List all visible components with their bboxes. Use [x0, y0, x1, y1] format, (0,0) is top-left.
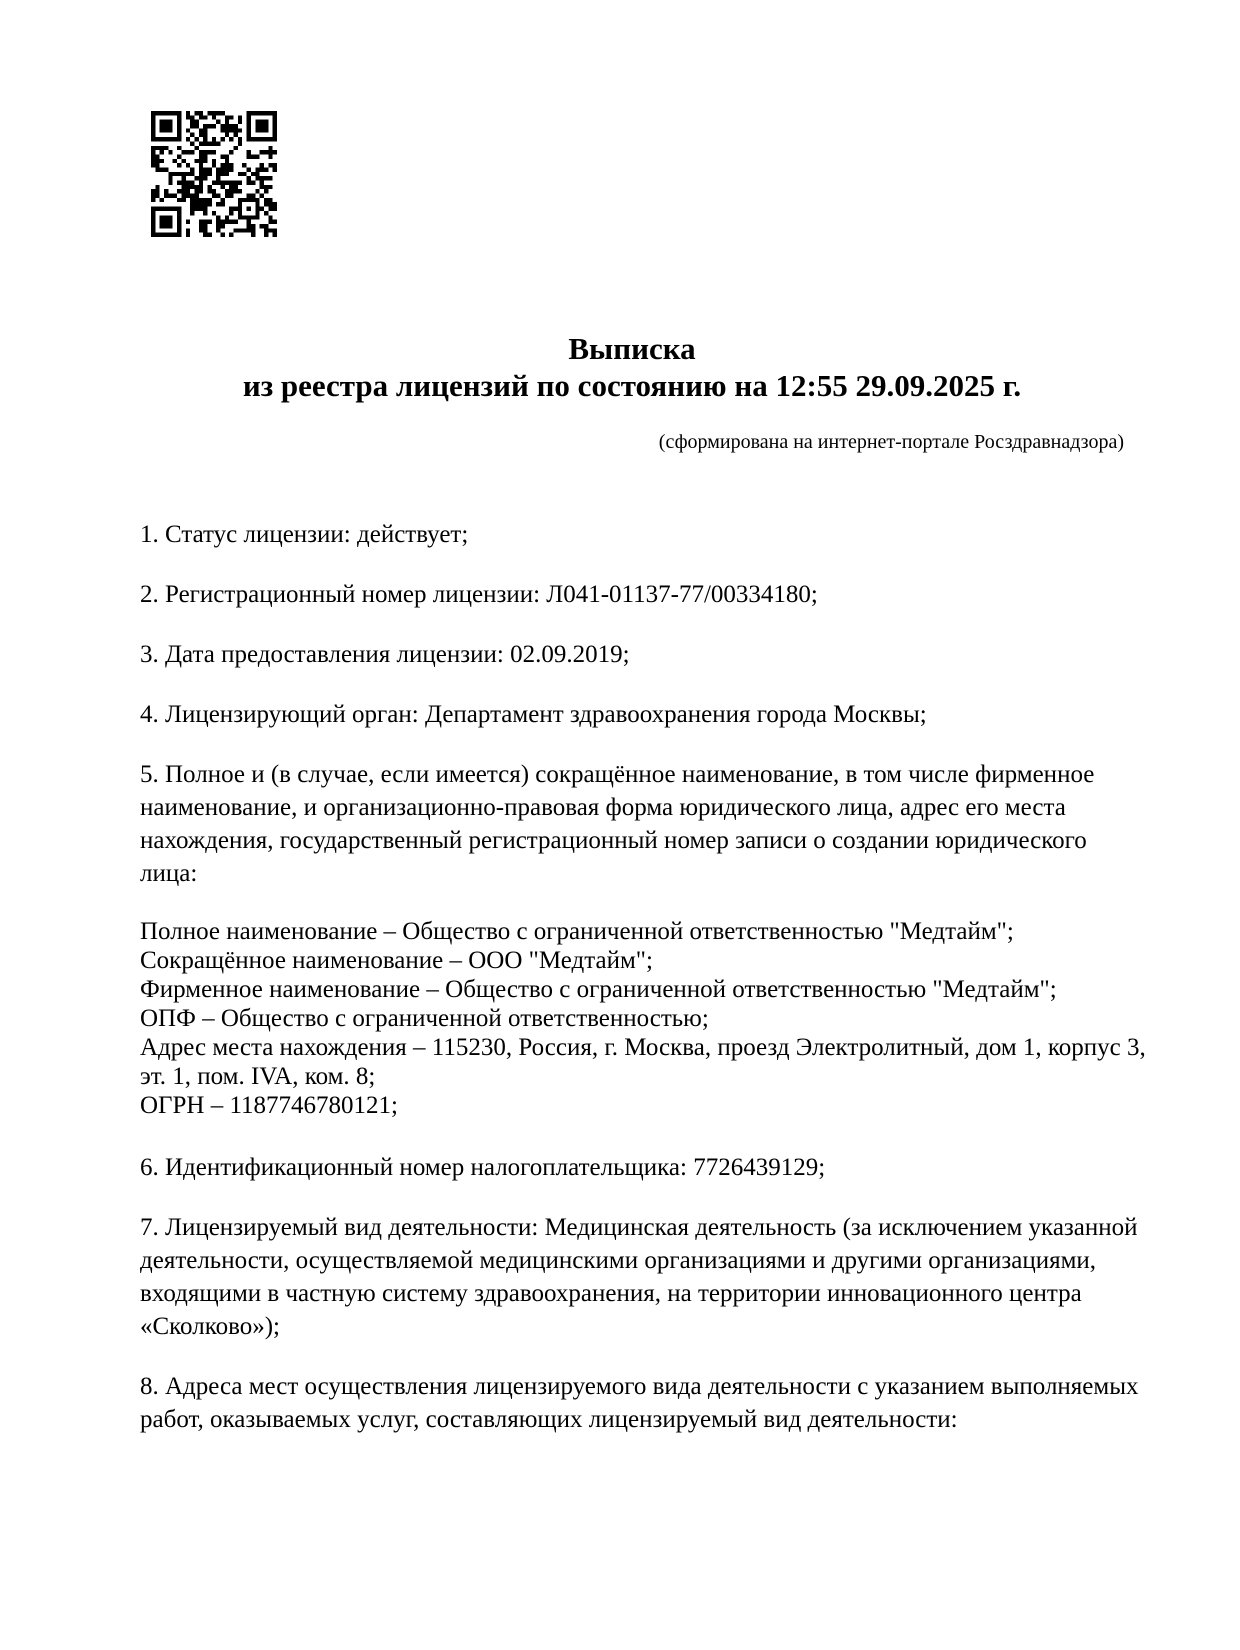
paragraph-grant-date: 3. Дата предоставления лицензии: 02.09.2019;: [140, 641, 630, 668]
company-address-line2: эт. 1, пом. IVA, ком. 8;: [140, 1063, 376, 1090]
company-full-name: Полное наименование – Общество с ограниченной ответственностью "Медтайм";: [140, 918, 1014, 945]
paragraph-licensed-activity: 7. Лицензируемый вид деятельности: Медицинская деятельность (за исключением указанной деятельности, осуществляемой медицинскими организациями и другими организациями, входящими в частную систему здравоохранения, на территории инновационного центра «Сколково»);: [140, 1214, 1138, 1340]
document-title-line1: Выписка: [568, 331, 696, 366]
document-body: [140, 518, 1150, 1463]
paragraph-legal-entity-intro: 5. Полное и (в случае, если имеется) сокращённое наименование, в том числе фирменное наименование, и организационно-правовая форма юридического лица, адрес его места нахождения, государственный регистрационный номер записи о создании юридического лица:: [140, 761, 1095, 887]
company-brand-name: Фирменное наименование – Общество с ограниченной ответственностью "Медтайм";: [140, 976, 1057, 1003]
paragraph-license-status: 1. Статус лицензии: действует;: [140, 521, 469, 548]
company-legal-form: ОПФ – Общество с ограниченной ответственностью;: [140, 1005, 709, 1032]
paragraph-inn: 6. Идентификационный номер налогоплательщика: 7726439129;: [140, 1154, 826, 1181]
paragraph-activity-addresses-intro: 8. Адреса мест осуществления лицензируемого вида деятельности с указанием выполняемых работ, оказываемых услуг, составляющих лицензируемый вид деятельности:: [140, 1373, 1139, 1433]
formation-note: (сформирована на интернет-портале Росздравнадзора): [658, 431, 1124, 453]
company-short-name: Сокращённое наименование – ООО "Медтайм";: [140, 947, 653, 974]
company-ogrn: ОГРН – 1187746780121;: [140, 1092, 398, 1119]
company-address-line1: Адрес места нахождения – 115230, Россия, г. Москва, проезд Электролитный, дом 1, корпус 3,: [140, 1034, 1146, 1061]
qr-code-image: [151, 111, 277, 237]
paragraph-licensing-authority: 4. Лицензирующий орган: Департамент здравоохранения города Москвы;: [140, 701, 927, 728]
document-title: [140, 330, 1124, 404]
document-title-line2: из реестра лицензий по состоянию на 12:55 29.09.2025 г.: [242, 368, 1022, 403]
company-details-block: [140, 917, 1150, 1120]
qr-code: [151, 111, 277, 237]
paragraph-registration-number: 2. Регистрационный номер лицензии: Л041-01137-77/00334180;: [140, 581, 818, 608]
